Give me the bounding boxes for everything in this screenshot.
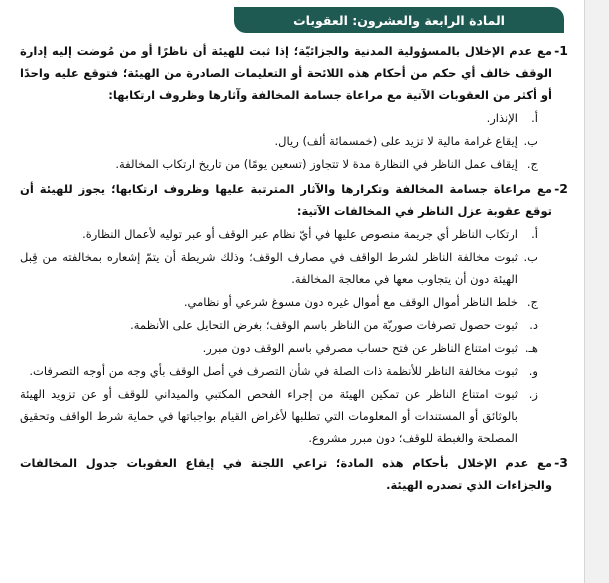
clause-number: 1- [554,43,568,58]
sub-item-marker: ج. [526,157,538,171]
sub-item-text: خلط الناظر أموال الوقف مع أموال غيره دون مسوغ شرعي أو نظامي. [183,295,518,309]
sub-item-marker: ز. [528,387,538,401]
sub-item [20,223,552,245]
sub-item [20,153,552,175]
clause-number: 2- [554,181,568,196]
sub-item-marker: أ. [531,111,538,125]
sub-item-text: ثبوت امتناع الناظر عن فتح حساب مصرفي باسم الوقف دون مبرر. [202,341,518,355]
sub-item-text: ثبوت امتناع الناظر عن تمكين الهيئة من إجراء الفحص المكتبي والميداني للوقف أو عن تزويد الهيئة بالوثائق أو المستندات أو المعلومات التي تطلبها لأغراض القيام بواجباتها في حماية شرط الواقف وتحقيق المصلحة والغبطة للوقف؛ دون مبرر مشروع. [20,387,518,445]
sub-item-text: إيقاع غرامة مالية لا تزيد على (خمسمائة ألف) ريال. [274,134,518,148]
sub-item-text: ثبوت مخالفة الناظر للأنظمة ذات الصلة في شأن التصرف في أصل الوقف بأي وجه من أوجه التصرفات. [29,364,518,378]
sub-item-marker: و. [528,364,538,378]
sub-item-marker: ب. [523,134,538,148]
clause-text: مع عدم الإخلال بأحكام هذه المادة؛ تراعي اللجنة في إيقاع العقوبات جدول المخالفات والجزاءات الذي تصدره الهيئة. [20,456,552,492]
sub-item-text: ثبوت حصول تصرفات صوريّة من الناظر باسم الوقف؛ بغرض التحايل على الأنظمة. [130,318,518,332]
sub-item [20,130,552,152]
sub-item [20,383,552,449]
clause-1 [20,40,568,175]
clause-text: مع مراعاة جسامة المخالفة وتكرارها والآثار المترتبة عليها وظروف ارتكابها؛ يجوز للهيئة أن توقع عقوبة عزل الناظر في المخالفات الآتية: [20,182,552,218]
article-title: المادة الرابعة والعشرون: العقوبات [234,7,564,33]
sub-item-text: الإنذار. [486,111,518,125]
sub-item [20,107,552,129]
sub-item [20,314,552,336]
clause-3 [20,452,568,496]
sub-item-marker: ب. [523,250,538,264]
vertical-scrollbar[interactable] [584,0,609,583]
clause-2 [20,178,568,449]
sub-item-marker: د. [529,318,538,332]
sub-item [20,360,552,382]
sub-item [20,291,552,313]
sub-item-marker: ج. [526,295,538,309]
sub-item-marker: أ. [531,227,538,241]
sub-item-text: ارتكاب الناظر أي جريمة منصوص عليها في أيّ نظام عبر الوقف أو عبر توليه لأعمال النظارة. [82,227,518,241]
clause-number: 3- [554,455,568,470]
sub-item [20,246,552,290]
sub-item-text: إيقاف عمل الناظر في النظارة مدة لا تتجاوز (تسعين يومًا) من تاريخ ارتكاب المخالفة. [115,157,518,171]
sub-item [20,337,552,359]
sub-item-text: ثبوت مخالفة الناظر لشرط الواقف في مصارف الوقف؛ وذلك شريطة أن يتمّ إشعاره بمخالفته من قِبل الهيئة دون أن يتجاوب معها في معالجة المخالفة. [20,250,518,286]
clause-text: مع عدم الإخلال بالمسؤولية المدنية والجزائيّة؛ إذا ثبت للهيئة أن ناظرًا أو من مُوضت إليه إدارة الوقف خالف أي حكم من أحكام هذه اللائحة أو التعليمات الصادرة من الهيئة؛ فتوقع عليه واحدًا أو أكثر من العقوبات الآتية مع مراعاة جسامة المخالفة وآثارها وظروف ارتكابها: [20,44,552,102]
sub-item-marker: هـ. [524,341,538,355]
article-body [20,40,568,499]
